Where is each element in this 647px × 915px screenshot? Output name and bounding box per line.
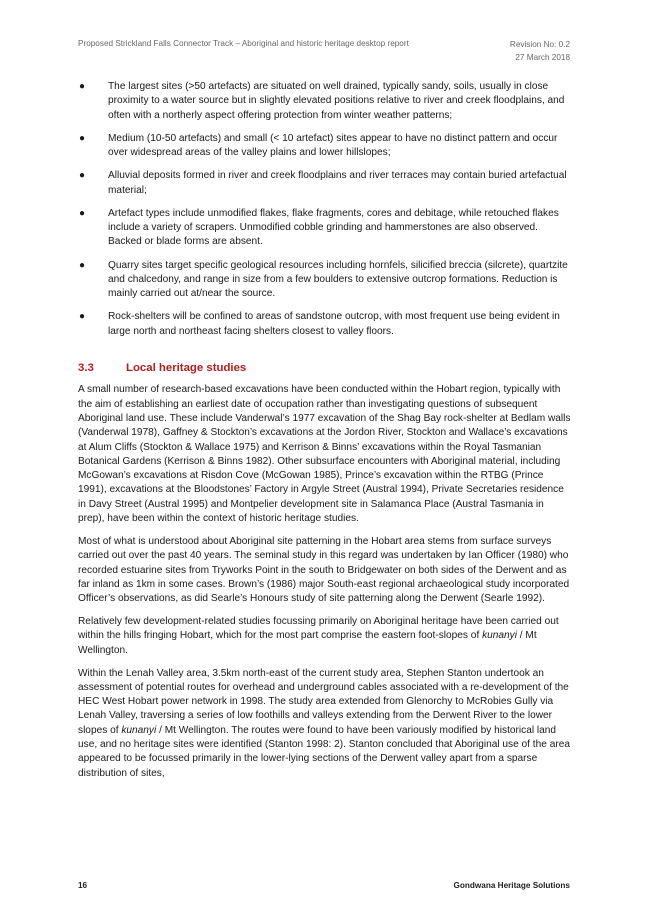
paragraph-development-studies bbox=[78, 615, 572, 658]
list-item-text: Artefact types include unmodified flakes, flake fragments, cores and debitage, while retouched flakes include a variety of scrapers. Unmodified cobble grinding and hammerstones are also observed. Backed or blade forms are absent. bbox=[108, 207, 559, 248]
list-item-text: The largest sites (>50 artefacts) are situated on well drained, typically sandy, soils, usually in close proximity to a water source but in slightly elevated positions relative to river and creek floodplains, and often with a northerly aspect offering protection from winter weather patterns; bbox=[108, 81, 565, 121]
section-title: Local heritage studies bbox=[126, 361, 247, 374]
list-item-text: Quarry sites target specific geological resources including hornfels, silicified breccia (silcrete), quartzite and chalcedony, and range in size from a few boulders to extensive outcrop formations. Reduction is mainly carried out at/near the source. bbox=[108, 259, 568, 300]
list-item-text: Alluvial deposits formed in river and creek floodplains and river terraces may contain buried artefactual material; bbox=[108, 170, 567, 196]
paragraph-text: Within the Lenah Valley area, 3.5km north-east of the current study area, Stephen Stanton undertook an assessment of potential routes for overhead and underground cables associated with a re-development of the HEC West Hobart power network in 1998. The study area extended from Glenorchy to McRobies Gully via Lenah Valley, traversing a series of low foothills and valleys extending from the Derwent River to the lower slopes of bbox=[78, 667, 569, 736]
list-item-text: Medium (10-50 artefacts) and small (< 10 artefact) sites appear to have no distinct pattern and occur over widespread areas of the valley plains and lower hillslopes; bbox=[108, 132, 558, 159]
footer-organisation: Gondwana Heritage Solutions bbox=[453, 881, 570, 890]
bullet-list bbox=[78, 80, 572, 339]
paragraph-text: / Mt Wellington. The routes were found to have been variously modified by historical land use, and no heritage sites were identified (Stanton 1998: 2). Stanton concluded that Aboriginal use of the area appeared to be focussed primarily in the lower-lying sections of the Derwent valley apart from a sparse distribution of sites, bbox=[78, 724, 570, 779]
list-item bbox=[78, 259, 572, 302]
footer-page-number: 16 bbox=[78, 881, 88, 890]
list-item bbox=[78, 207, 572, 250]
section-heading bbox=[78, 361, 572, 375]
list-item bbox=[78, 132, 572, 161]
paragraph-surface-surveys: Most of what is understood about Aboriginal site patterning in the Hobart area stems from surface surveys carried out over the past 40 years. The seminal study in this regard was undertaken by Ian Officer (1980) who recorded estuarine sites from Tryworks Point in the south to Bridgewater on both sides of the Derwent and as far inland as 1km in some cases. Brown’s (1986) major South-east regional archaeological study incorporated Officer’s observations, as did Searle’s Honours study of site patterning along the Derwent (Searle 1992). bbox=[78, 535, 570, 605]
bullet-icon: ● bbox=[79, 132, 86, 144]
bullet-icon: ● bbox=[79, 207, 86, 219]
paragraph-text: / Mt Wellington. bbox=[78, 630, 537, 656]
paragraph-research-excavations: A small number of research-based excavations have been conducted within the Hobart region, typically with the aim of establishing an earliest date of occupation rather than investigating questions of subsequent Aboriginal land use. These include Vanderwal’s 1977 excavation of the Shag Bay rock-shelter at Bedlam walls (Vanderwal 1978), Gaffney & Stockton’s excavations at the Jordon River, Stockton and Wallace’s excavations at Alum Cliffs (Stockton & Wallace 1975) and Kerrison & Binns’ excavations within the Royal Tasmanian Botanical Gardens (Kerrison & Binns 1982). Other subsurface encounters with Aboriginal material, including McGowan’s excavations at Risdon Cove (McGowan 1985), Prince’s excavation within the RTBG (Prince 1991), excavations at the Bloodstones’ Factory in Argyle Street (Austral 1994), Private Secretaries residence in Davy Street (Austral 1995) and Montpelier development site in Salamanca Place (Austral Tasmania in prep), have been within the context of historic heritage studies. bbox=[78, 384, 571, 525]
header-revision-block bbox=[510, 39, 570, 64]
header-title: Proposed Strickland Falls Connector Track – Aboriginal and historic heritage desktop report bbox=[78, 39, 409, 48]
list-item-text: Rock-shelters will be confined to areas of sandstone outcrop, with most frequent use being evident in large north and northeast facing shelters closest to valley floors. bbox=[108, 311, 560, 337]
section-number: 3.3 bbox=[78, 361, 94, 374]
bullet-icon: ● bbox=[79, 81, 86, 92]
list-item bbox=[78, 169, 572, 198]
bullet-icon: ● bbox=[79, 311, 86, 323]
header-revision: Revision No: 0.2 bbox=[509, 40, 570, 49]
document-body bbox=[78, 80, 572, 790]
bullet-icon: ● bbox=[79, 170, 86, 182]
paragraph-lenah-valley bbox=[78, 667, 572, 781]
list-item bbox=[78, 310, 572, 339]
bullet-icon: ● bbox=[79, 259, 86, 271]
paragraph-italic-term: kunanyi bbox=[121, 724, 157, 736]
list-item bbox=[78, 80, 572, 123]
header-date: 27 March 2018 bbox=[515, 52, 570, 62]
paragraph-text: Relatively few development-related studies focussing primarily on Aboriginal heritage have been carried out within the hills fringing Hobart, which for the most part comprise the eastern foot-slopes of bbox=[78, 616, 559, 642]
paragraph-italic-term: kunanyi bbox=[482, 630, 517, 642]
